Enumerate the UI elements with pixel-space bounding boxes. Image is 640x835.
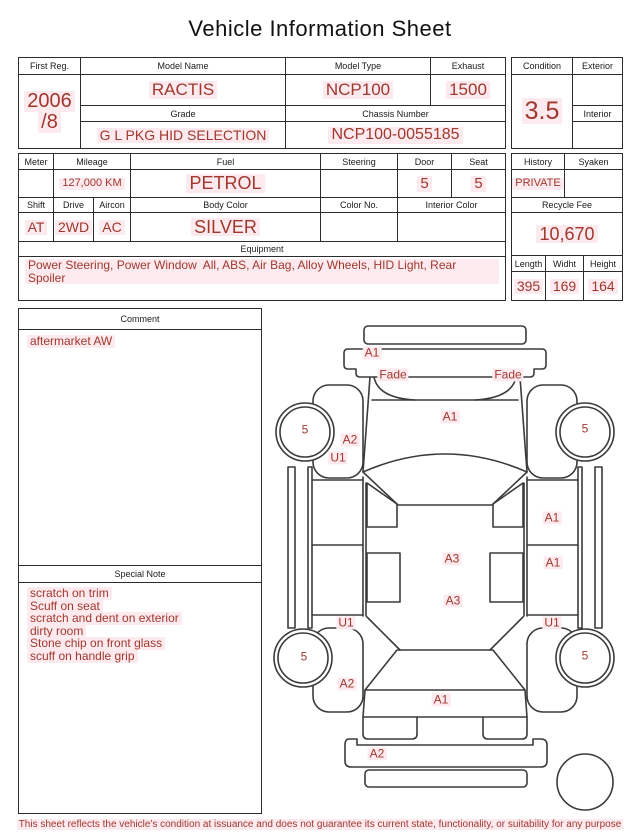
history-value: PRIVATE xyxy=(512,170,565,198)
wheel-grade-front-right: 5 xyxy=(581,421,589,436)
condition-value: 3.5 xyxy=(512,75,573,149)
body-color-value: SILVER xyxy=(131,213,321,242)
interior-color-value xyxy=(398,213,506,242)
recycle-fee-value: 10,670 xyxy=(512,213,623,256)
seat-value: 5 xyxy=(452,170,506,198)
fuel-label: Fuel xyxy=(131,154,321,170)
spec-table xyxy=(18,153,506,301)
syaken-label: Syaken xyxy=(565,154,623,170)
first-reg-value xyxy=(19,75,81,149)
comment-header: Comment xyxy=(19,309,261,330)
history-label: History xyxy=(512,154,565,170)
meter-label: Meter xyxy=(19,154,54,170)
seat-label: Seat xyxy=(452,154,506,170)
chassis-label: Chassis Number xyxy=(286,106,506,122)
special-note-header: Special Note xyxy=(19,565,261,583)
condition-table xyxy=(511,57,623,149)
aircon-label: Aircon xyxy=(94,198,131,213)
equipment-value: Power Steering, Power Window All, ABS, Air Bag, Alloy Wheels, HID Light, Rear Spoiler xyxy=(19,257,506,301)
interior-grade-cell xyxy=(573,122,623,149)
model-type-value: NCP100 xyxy=(286,75,431,106)
damage-label-hood: A1 xyxy=(442,409,458,424)
damage-label-rear-bumper: A2 xyxy=(369,746,385,761)
comment-body xyxy=(19,330,261,565)
door-label: Door xyxy=(398,154,452,170)
special-note-line: Stone chip on front glass xyxy=(27,637,253,650)
steering-label: Steering xyxy=(321,154,398,170)
wheel-grade-rear-right: 5 xyxy=(581,648,589,663)
shift-value: AT xyxy=(19,213,54,242)
model-info-table xyxy=(18,57,506,149)
special-note-body xyxy=(19,583,261,813)
meter-value xyxy=(19,170,54,198)
damage-label-front-bumper: A1 xyxy=(364,345,380,360)
condition-label: Condition xyxy=(512,58,573,75)
mileage-label: Mileage xyxy=(54,154,131,170)
damage-label-headlight-left: Fade xyxy=(379,367,407,382)
door-value: 5 xyxy=(398,170,452,198)
fuel-value: PETROL xyxy=(131,170,321,198)
special-note-line: scratch on trim xyxy=(27,587,253,600)
wheel-grade-front-left: 5 xyxy=(301,422,309,437)
color-no-value xyxy=(321,213,398,242)
first-reg-year: 2006 xyxy=(24,91,75,112)
length-label: Length xyxy=(512,256,546,272)
damage-label-front-left-fender: A2 xyxy=(342,432,358,447)
mileage-value: 127,000 KM xyxy=(54,170,131,198)
exhaust-label: Exhaust xyxy=(431,58,506,75)
exterior-label: Exterior xyxy=(573,58,623,75)
damage-label-front-left-under: U1 xyxy=(330,450,346,465)
model-type-label: Model Type xyxy=(286,58,431,75)
model-name-label: Model Name xyxy=(81,58,286,75)
wheel-grade-rear-left: 5 xyxy=(300,649,308,664)
damage-label-rear-left-under: U1 xyxy=(338,615,354,630)
disclaimer-text: This sheet reflects the vehicle's condition at issuance and does not guarantee its current state, functionality, or suitability for any purpose xyxy=(18,819,622,830)
body-color-label: Body Color xyxy=(131,198,321,213)
height-label: Height xyxy=(584,256,623,272)
damage-label-right-door-upper: A1 xyxy=(544,510,560,525)
special-note-line: Scuff on seat xyxy=(27,600,253,613)
damage-label-roof-upper: A3 xyxy=(444,551,460,566)
exhaust-value: 1500 xyxy=(431,75,506,106)
damage-label-rear-right-under: U1 xyxy=(544,615,560,630)
damage-label-right-door-lower: A1 xyxy=(545,555,561,570)
grade-label: Grade xyxy=(81,106,286,122)
syaken-value xyxy=(565,170,623,198)
interior-label: Interior xyxy=(573,106,623,122)
page-title: Vehicle Information Sheet xyxy=(188,16,452,41)
special-note-line: scuff on handle grip xyxy=(27,650,253,663)
damage-label-rear-hatch: A1 xyxy=(433,692,449,707)
model-name-value: RACTIS xyxy=(81,75,286,106)
history-fee-table xyxy=(511,153,623,301)
drive-value: 2WD xyxy=(54,213,94,242)
length-value: 395 xyxy=(512,272,546,301)
exterior-grade-cell xyxy=(573,75,623,106)
chassis-value: NCP100-0055185 xyxy=(286,122,506,149)
special-note-line: dirty room xyxy=(27,625,253,638)
aircon-value: AC xyxy=(94,213,131,242)
interior-color-label: Interior Color xyxy=(398,198,506,213)
width-label: Widht xyxy=(546,256,584,272)
special-note-line: scratch and dent on exterior xyxy=(27,612,253,625)
recycle-fee-label: Recycle Fee xyxy=(512,198,623,213)
car-damage-diagram xyxy=(270,305,640,815)
height-value: 164 xyxy=(584,272,623,301)
width-value: 169 xyxy=(546,272,584,301)
first-reg-month: /8 xyxy=(38,112,61,133)
damage-label-rear-left-fender: A2 xyxy=(339,676,355,691)
shift-label: Shift xyxy=(19,198,54,213)
drive-label: Drive xyxy=(54,198,94,213)
grade-value: G L PKG HID SELECTION xyxy=(81,122,286,149)
comment-note-box xyxy=(18,308,262,814)
comment-text: aftermarket AW xyxy=(27,335,253,348)
equipment-label: Equipment xyxy=(19,242,506,257)
damage-label-headlight-right: Fade xyxy=(494,367,522,382)
color-no-label: Color No. xyxy=(321,198,398,213)
damage-label-roof-lower: A3 xyxy=(445,593,461,608)
first-reg-label: First Reg. xyxy=(19,58,81,75)
steering-value xyxy=(321,170,398,198)
